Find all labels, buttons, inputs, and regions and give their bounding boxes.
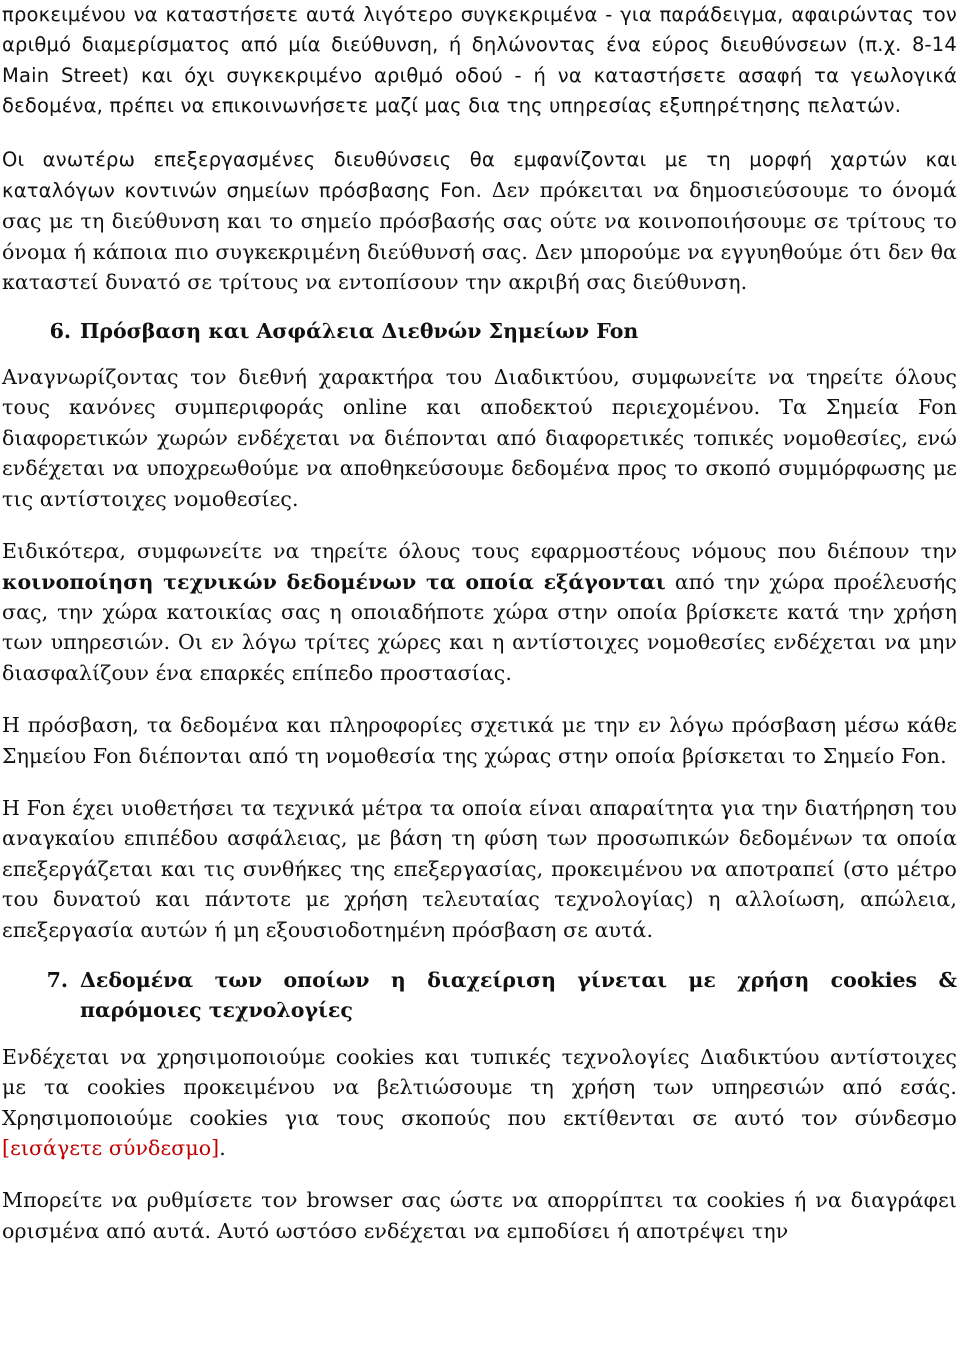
section-6-paragraph-2 [2, 536, 957, 688]
intro-line-5: της υπηρεσίας εξυπηρέτησης πελατών. [506, 94, 902, 118]
section-6-paragraph-2-start: Ειδικότερα, συμφωνείτε να τηρείτε όλους τους εφαρμοστέους νόμους που διέπουν την [2, 539, 957, 564]
intro-line-2: αφαιρώντας τον αριθμό διαμερίσματος από μία διεύθυνση, ή δηλώνοντας ένα εύρος [2, 3, 957, 57]
intro-line-1: προκειμένου να καταστήσετε αυτά λιγότερο συγκεκριμένα - για παράδειγμα, [2, 3, 784, 26]
addresses-rest: Δεν πρόκειται να δημοσιεύσουμε το όνομά σας με τη διεύθυνση και το σημείο πρόσβασής σας ούτε να κοινοποιήσουμε σε τρίτους το όνομα ή κάποια πιο συγκεκριμένη διεύθυνσή σας. Δεν μπορούμε να εγγυηθούμε ότι δεν θα καταστεί δυνατό σε τρίτους να εντοπίσουν την ακριβή σας διεύθυνση. [2, 178, 957, 295]
section-7-paragraph-2: Μπορείτε να ρυθμίσετε τον browser σας ώστε να απορρίπτει τα cookies ή να διαγράφει ορισμένα από αυτά. Αυτό ωστόσο ενδέχεται να εμποδίσει ή αποτρέψει την [2, 1188, 957, 1243]
section-6-paragraph-2-bold: κοινοποίηση τεχνικών δεδομένων τα οποία εξάγονται [2, 569, 666, 594]
addresses-line-2: καταλόγων κοντινών σημείων πρόσβασης Fon. [2, 179, 482, 203]
section-7-paragraph-1-text: Ενδέχεται να χρησιμοποιούμε cookies και τυπικές τεχνολογίες Διαδικτύου αντίστοιχες με τα cookies προκειμένου να βελτιώσουμε τη χρήση των υπηρεσιών από εσάς. Χρησιμοποιούμε cookies για τους σκοπούς που εκτίθενται σε αυτό τον σύνδεσμο [2, 1044, 957, 1130]
section-7-paragraph-1-end: . [219, 1136, 226, 1160]
section-6-paragraph-2-end: από την χώρα προέλευσής σας, την χώρα κατοικίας σας η οποιαδήποτε χώρα στην οποία βρίσκετε κατά την χρήση των υπηρεσιών. Οι εν λόγω τρίτες χώρες και η αντίστοιχες νομοθεσίες ενδέχεται να μην διασφαλίζουν ένα επαρκές επίπεδο προστασίας. [2, 569, 958, 685]
section-6-heading [2, 316, 957, 346]
section-6-number: 6. [49, 318, 71, 343]
section-7-paragraph-1 [2, 1042, 957, 1164]
addresses-paragraph [2, 144, 957, 298]
section-6-paragraph-3: Η πρόσβαση, τα δεδομένα και πληροφορίες σχετικά με την εν λόγω πρόσβαση μέσω κάθε Σημείου Fon διέπονται από τη νομοθεσία της χώρας στην οποία βρίσκεται το Σημείο Fon. [2, 713, 957, 768]
insert-link-placeholder[interactable]: [εισάγετε σύνδεσμο] [2, 1136, 220, 1160]
section-7-number: 7. [46, 967, 68, 992]
section-6-title: Πρόσβαση και Ασφάλεια Διεθνών Σημείων Fon [80, 318, 639, 343]
section-6-paragraph-1: Αναγνωρίζοντας τον διεθνή χαρακτήρα του Διαδικτύου, συμφωνείτε να τηρείτε όλους τους κανόνες συμπεριφοράς online και αποδεκτού περιεχομένου. Τα Σημεία Fon διαφορετικών χωρών ενδέχεται να διέπονται από διαφορετικές τοπικές νομοθεσίες, ενώ ενδέχεται να υποχρεωθούμε να αποθηκεύσουμε δεδομένα προς το σκοπό συμμόρφωσης με τις αντίστοιχες νομοθεσίες. [2, 365, 957, 511]
intro-paragraph [2, 0, 957, 122]
section-7-title: Δεδομένα των οποίων η διαχείριση γίνεται με χρήση cookies & παρόμοιες τεχνολογίες [80, 967, 957, 1023]
section-7-heading [2, 965, 957, 1026]
intro-line-4: καταστήσετε ασαφή τα γεωλογικά δεδομένα, πρέπει να επικοινωνήσετε μαζί μας δια [2, 63, 957, 118]
intro-line-3: διευθύνσεων (π.χ. 8-14 Main Street) και όχι συγκεκριμένο αριθμό οδού - ή να [2, 33, 958, 87]
addresses-line-1: Οι ανωτέρω επεξεργασμένες διευθύνσεις θα εμφανίζονται με τη μορφή χαρτών και [2, 147, 957, 171]
document-page [2, 0, 957, 1246]
section-6-paragraph-4: Η Fon έχει υιοθετήσει τα τεχνικά μέτρα τα οποία είναι απαραίτητα για την διατήρηση του αναγκαίου επιπέδου ασφάλειας, με βάση τη φύση των προσωπικών δεδομένων τα οποία επεξεργάζεται και τις συνθήκες της επεξεργασίας, προκειμένου να αποτραπεί (στο μέτρο του δυνατού και πάντοτε με χρήση τελευταίας τεχνολογίας) η αλλοίωση, απώλεια, επεξεργασία αυτών ή μη εξουσιοδοτημένη πρόσβαση σε αυτά. [2, 795, 957, 942]
